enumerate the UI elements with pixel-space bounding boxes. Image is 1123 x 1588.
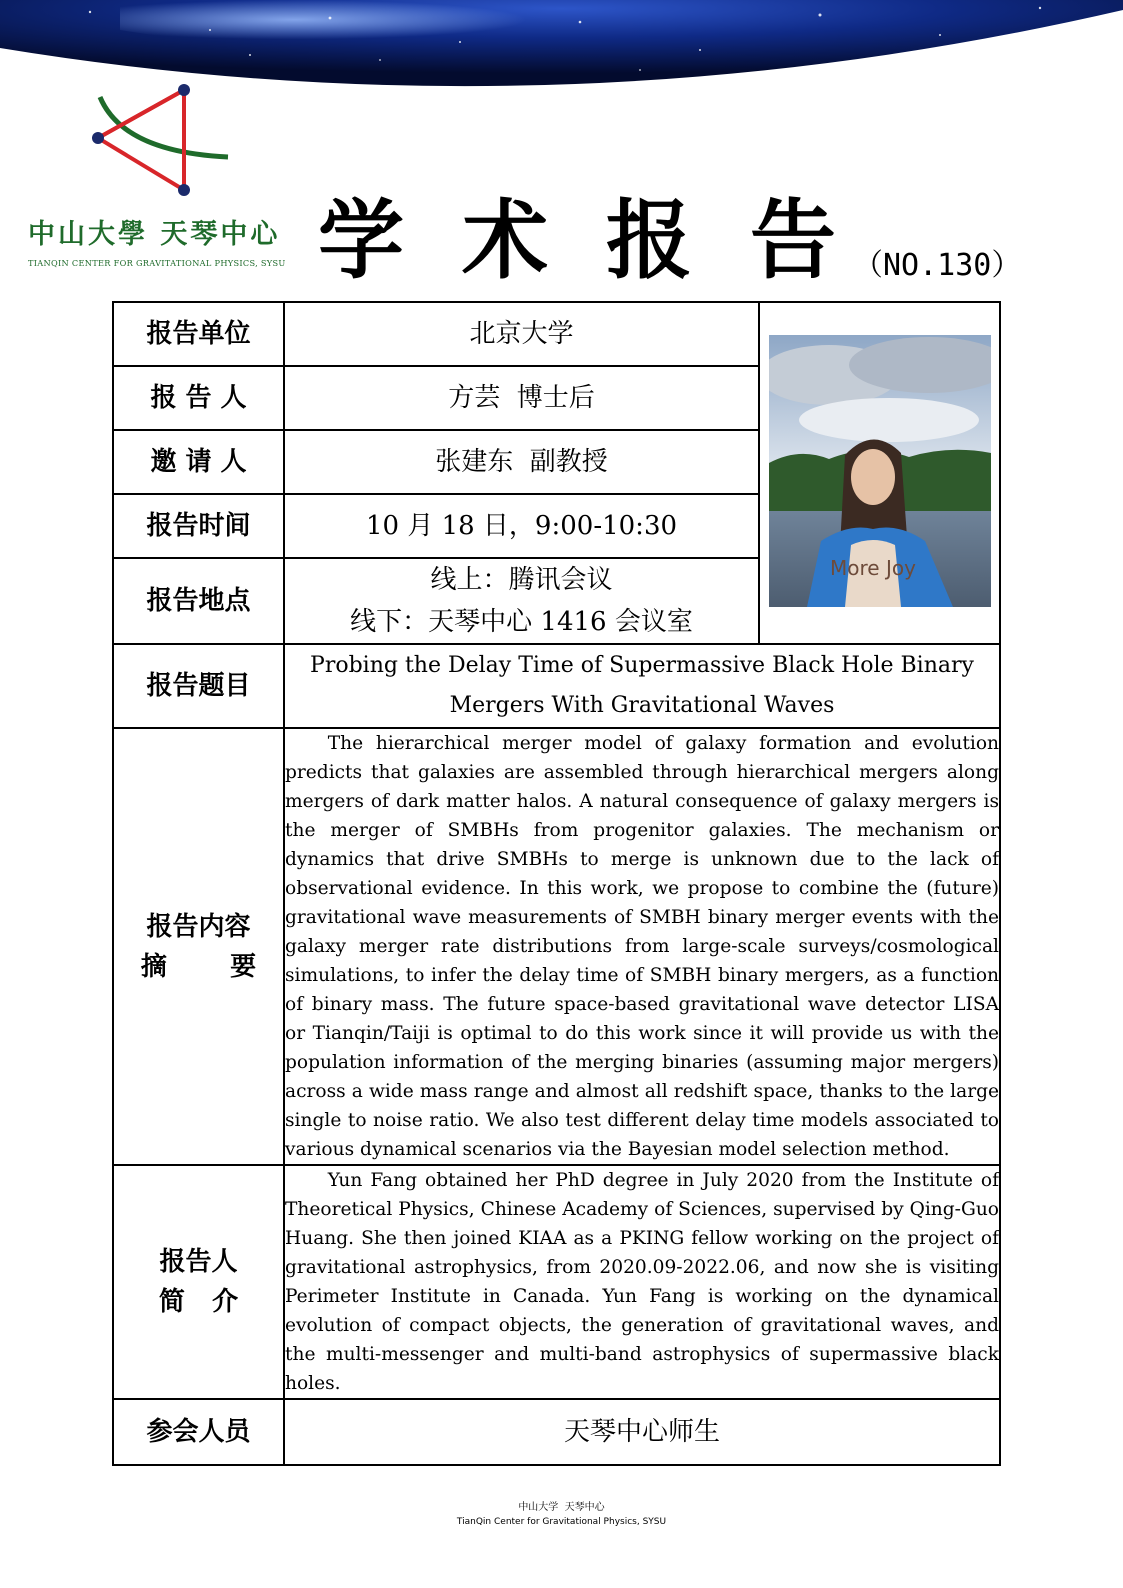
bio-text-cell (284, 1165, 1000, 1399)
row-audience (113, 1399, 1000, 1465)
place-online: 线上：腾讯会议 (430, 565, 613, 595)
abstract-label (113, 728, 284, 1165)
report-number: （NO.130） (853, 248, 1022, 283)
footer-line-1: 中山大学 天琴中心 (518, 1502, 605, 1513)
speaker-label: 报 告 人 (113, 366, 284, 430)
abstract-text: The hierarchical merger model of galaxy formation and evolution predicts that galaxies are assembled through hierarchical mergers along mergers of dark matter halos. A natural consequence of galaxy mergers is the merger of SMBHs from progenitor galaxies. The mechanism or dynamics that drive SMBHs to merge is unknown due to the lack of observational evidence. In this work, we propose to combine the (future) gravitational wave measurements of SMBH binary merger events with the galaxy merger rate distributions from large-scale surveys/cosmological simulations, to infer the delay time of SMBH binary mergers, as a function of binary mass. The future space-based gravitational wave detector LISA or Tianqin/Taiji is optimal to do this work since it will provide us with the population information of the merging binaries (assuming major mergers) across a wide mass range and almost all redshift space, thanks to the large single to noise ratio. We also test different delay time models associated to various dynamical scenarios via the Bayesian model selection method. (285, 733, 999, 1160)
abstract-text-cell (284, 728, 1000, 1165)
audience-value: 天琴中心师生 (284, 1399, 1000, 1465)
report-info-table (112, 301, 1001, 1466)
topic-line-2: Mergers With Gravitational Waves (449, 693, 835, 718)
topic-line-1: Probing the Delay Time of Supermassive Black Hole Binary (310, 653, 974, 678)
row-bio (113, 1165, 1000, 1399)
audience-label: 参会人员 (113, 1399, 284, 1465)
bio-text: Yun Fang obtained her PhD degree in July 2020 from the Institute of Theoretical Physics, Chinese Academy of Sciences, supervised by Qing-Guo Huang. She then joined KIAA as a PKING fellow working on the project of gravitational astrophysics, from 2020.09-2022.06, and now she is visiting Perimeter Institute in Canada. Yun Fang is working on the dynamical evolution of compact objects, the generation of gravitational waves, and the multi-messenger and multi-band astrophysics of supermassive black holes. (285, 1170, 999, 1394)
abstract-label-line-1: 报告内容 (146, 911, 251, 942)
speaker-value: 方芸 博士后 (284, 366, 759, 430)
bio-label-line-1: 报告人 (159, 1247, 238, 1277)
footer-line-2: TianQin Center for Gravitational Physics, SYSU (456, 1517, 667, 1527)
time-value: 10 月 18 日，9:00-10:30 (284, 494, 759, 558)
bio-label-line-2: 简 介 (158, 1287, 239, 1317)
place-value (284, 558, 759, 644)
row-abstract (113, 728, 1000, 1165)
place-label: 报告地点 (113, 558, 284, 644)
abstract-label-line-2: 摘 要 (140, 951, 257, 982)
place-offline: 线下：天琴中心 1416 会议室 (350, 607, 693, 637)
topic-label: 报告题目 (113, 644, 284, 728)
shirt-text: More Joy (829, 556, 916, 580)
unit-value: 北京大学 (284, 302, 759, 366)
inviter-label: 邀 请 人 (113, 430, 284, 494)
speaker-photo-cell (759, 302, 1000, 644)
row-topic (113, 644, 1000, 728)
time-label: 报告时间 (113, 494, 284, 558)
logo-chinese-name: 中山大學 天琴中心 (28, 219, 281, 250)
page-title: 学术报告 (318, 191, 894, 291)
bio-label (113, 1165, 284, 1399)
inviter-value: 张建东 副教授 (284, 430, 759, 494)
logo-english-name: TIANQIN CENTER FOR GRAVITATIONAL PHYSICS, SYSU (28, 258, 286, 268)
unit-label: 报告单位 (113, 302, 284, 366)
topic-value (284, 644, 1000, 728)
page-footer (0, 1500, 1123, 1529)
row-unit (113, 302, 1000, 366)
speaker-photo (769, 335, 991, 607)
